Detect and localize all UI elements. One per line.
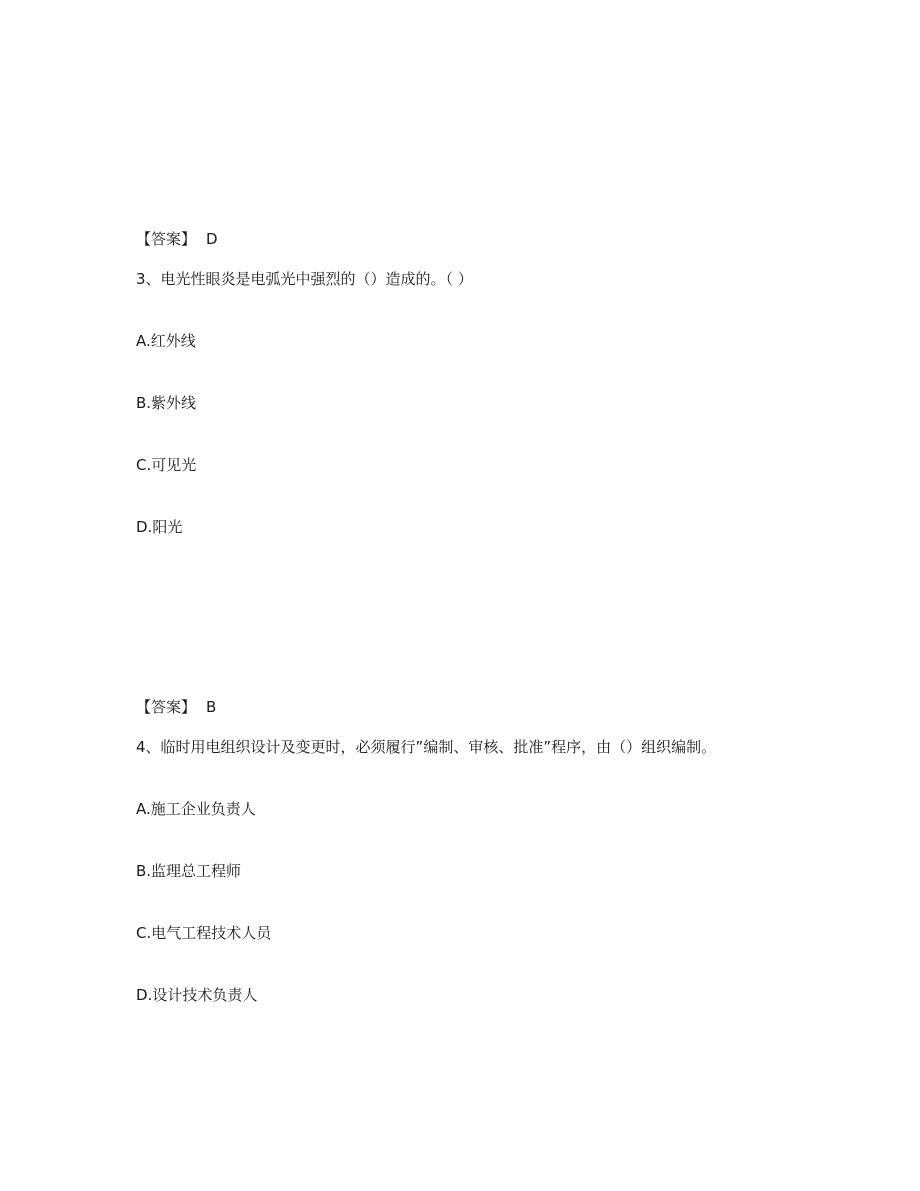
answer-label: 【答案】 bbox=[136, 698, 197, 716]
question-4-prompt: 4、临时用电组织设计及变更时，必须履行”编制、审核、批准”程序，由（）组织编制。 bbox=[136, 738, 717, 756]
question-3-option-b: B.紫外线 bbox=[136, 394, 197, 412]
answer-value: B bbox=[206, 698, 217, 716]
answer-line-q3 bbox=[136, 697, 216, 717]
question-3-option-d: D.阳光 bbox=[136, 518, 183, 536]
question-4-option-c: C.电气工程技术人员 bbox=[136, 924, 272, 942]
question-4-option-b: B.监理总工程师 bbox=[136, 862, 242, 880]
answer-value: D bbox=[206, 230, 218, 248]
answer-line-q2 bbox=[136, 229, 218, 249]
question-3-option-a: A.红外线 bbox=[136, 332, 196, 350]
answer-label: 【答案】 bbox=[136, 230, 197, 248]
question-3-option-c: C.可见光 bbox=[136, 456, 197, 474]
question-3-prompt: 3、电光性眼炎是电弧光中强烈的（）造成的。（ ） bbox=[136, 270, 473, 288]
question-4-option-a: A.施工企业负责人 bbox=[136, 800, 256, 818]
question-4-option-d: D.设计技术负责人 bbox=[136, 986, 258, 1004]
